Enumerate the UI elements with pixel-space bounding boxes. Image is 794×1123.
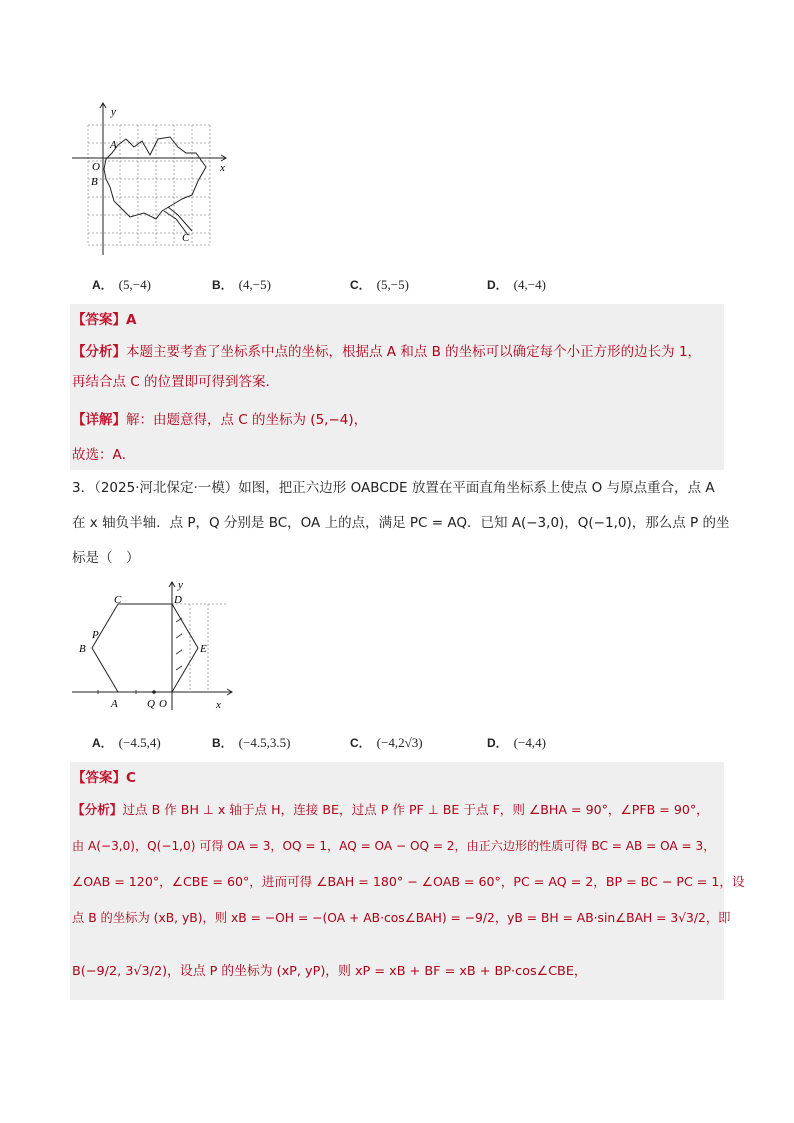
hex-label-C: C: [114, 594, 122, 606]
q2-choice-a[interactable]: A． (5,−4): [92, 277, 151, 292]
q3-analysis-line2: 由 A(−3,0)，Q(−1,0) 可得 OA = 3，OQ = 1，AQ = OA − OQ = 2，由正六边形的性质可得 BC = AB = OA = 3，: [72, 839, 716, 853]
hex-x-axis-label: x: [216, 699, 221, 711]
leaf-y-axis-label: y: [111, 106, 116, 118]
hex-label-Q: Q: [147, 698, 155, 710]
q3-stem-line1: 3．（2025·河北保定·一模）如图，把正六边形 OABCDE 放置在平面直角坐标系上使点 O 与原点重合，点 A: [72, 480, 715, 496]
hex-label-P: P: [92, 629, 99, 641]
hexagon-figure: [66, 578, 236, 718]
q3-choice-d[interactable]: D． (−4,4): [487, 735, 546, 750]
hex-label-O: O: [159, 698, 167, 710]
q2-analysis-line2: 再结合点 C 的位置即可得到答案．: [72, 374, 280, 390]
hex-label-A: A: [111, 698, 118, 710]
hex-label-B: B: [79, 643, 86, 655]
q2-choice-c[interactable]: C． (5,−5): [350, 277, 409, 292]
q3-stem-line3: 标是（ ）: [72, 550, 140, 566]
q3-analysis-line3: ∠OAB = 120°，∠CBE = 60°，进而可得 ∠BAH = 180° − ∠OAB = 60°，PC = AQ = 2，BP = BC − PC = 1，设: [72, 874, 745, 889]
q3-choice-b[interactable]: B． (−4.5,3.5): [212, 735, 291, 750]
q2-analysis-line1: 【分析】本题主要考查了坐标系中点的坐标，根据点 A 和点 B 的坐标可以确定每个小正方形的边长为 1，: [72, 344, 702, 360]
q2-detail-row: 【详解】解：由题意得，点 C 的坐标为 (5,−4)，: [72, 412, 368, 428]
leaf-label-B: B: [91, 176, 98, 188]
hex-y-axis-label: y: [178, 579, 183, 591]
leaf-label-O: O: [92, 161, 100, 173]
q3-stem-line2: 在 x 轴负半轴．点 P，Q 分别是 BC，OA 上的点，满足 PC = AQ．已知 A(−3,0)，Q(−1,0)，那么点 P 的坐: [72, 515, 730, 531]
q3-analysis-line5: B(−9/2, 3√3/2)，设点 P 的坐标为 (xP, yP)，则 xP = xB + BF = xB + BP·cos∠CBE，: [72, 964, 587, 979]
leaf-grid-figure: [66, 95, 236, 265]
q3-answer-row: 【答案】C: [72, 770, 136, 786]
hex-label-D: D: [174, 594, 182, 606]
q2-choice-d[interactable]: D． (4,−4): [487, 277, 546, 292]
q3-choice-a[interactable]: A． (−4.5,4): [92, 735, 161, 750]
leaf-x-axis-label: x: [220, 162, 225, 174]
leaf-label-C: C: [182, 232, 190, 244]
hex-label-E: E: [200, 643, 207, 655]
q2-conclusion: 故选：A．: [72, 447, 136, 463]
q3-analysis-line4: 点 B 的坐标为 (xB, yB)，则 xB = −OH = −(OA + AB·cos∠BAH) = −9/2，yB = BH = AB·sin∠BAH = 3√3/2，即: [72, 911, 731, 925]
q3-choice-c[interactable]: C． (−4,2√3): [350, 735, 423, 750]
q2-choice-b[interactable]: B． (4,−5): [212, 277, 271, 292]
q3-analysis-line1: 【分析】过点 B 作 BH ⊥ x 轴于点 H，连接 BE，过点 P 作 PF ⊥ BE 于点 F，则 ∠BHA = 90°，∠PFB = 90°，: [72, 802, 709, 817]
q2-answer-row: 【答案】A: [72, 312, 137, 328]
leaf-label-A: A: [110, 139, 117, 151]
